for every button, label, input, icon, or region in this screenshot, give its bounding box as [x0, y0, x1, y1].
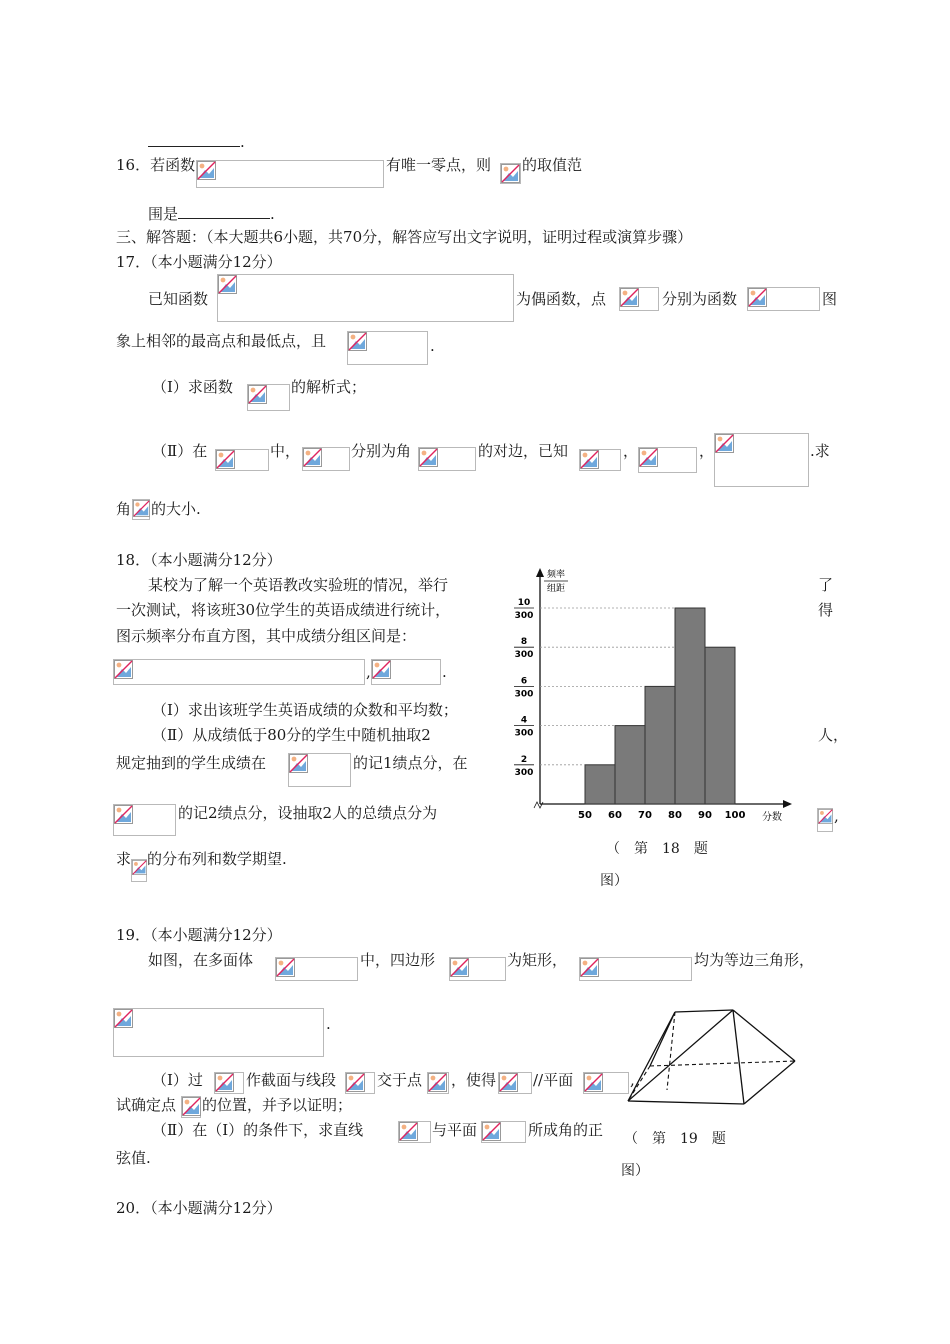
x-tick-label: 50: [578, 810, 592, 821]
edge-line: [628, 1101, 744, 1104]
q19-text-a: 如图，在多面体: [148, 951, 254, 969]
broken-image-icon: [580, 958, 599, 977]
formula-image: [288, 753, 351, 787]
q17-part2-a: （Ⅱ）在: [152, 442, 208, 460]
y-axis-arrow: [536, 568, 544, 577]
q18-part1: （Ⅰ）求出该班学生英语成绩的众数和平均数；: [152, 701, 458, 719]
q19-heading: 19．（本小题满分12分）: [116, 926, 282, 944]
y-tick-denominator: 300: [514, 728, 534, 739]
broken-image-icon: [428, 1073, 447, 1092]
broken-image-icon: [276, 958, 295, 977]
formula-image: [579, 449, 621, 471]
x-axis-label: 分数: [762, 812, 782, 823]
q18-part3-b: 的记1绩点分，在: [353, 754, 468, 772]
section-3-heading: 三、解答题：（本大题共6小题，共70分，解答应写出文字说明，证明过程或演算步骤）: [116, 228, 693, 246]
x-tick-label: 80: [668, 810, 682, 821]
y-tick-denominator: 300: [514, 650, 534, 661]
q17-text-d: 图: [822, 290, 838, 308]
q19-part1-f: ,: [630, 1071, 635, 1089]
formula-image: [481, 1121, 526, 1143]
broken-image-icon: [372, 660, 391, 679]
formula-image: [196, 160, 384, 188]
q17-text-e: 象上相邻的最高点和最低点，且: [116, 332, 327, 350]
q19-part3-a: （Ⅱ）在（Ⅰ）的条件下，求直线: [152, 1121, 364, 1139]
formula-image: [498, 1072, 532, 1094]
x-tick-label: 60: [608, 810, 622, 821]
formula-image: [418, 447, 476, 471]
q18-text-d2: .: [442, 663, 447, 681]
broken-image-icon: [450, 958, 469, 977]
formula-image: [817, 808, 833, 832]
q19-part2-b: 的位置，并予以证明；: [202, 1096, 353, 1114]
q19-part1-c: 交于点: [377, 1071, 423, 1089]
y-tick-numerator: 4: [520, 715, 528, 726]
broken-image-icon: [580, 450, 599, 469]
q17-part2-d: 的对边，已知: [478, 442, 569, 460]
broken-image-icon: [197, 161, 216, 180]
formula-image: [113, 1008, 324, 1057]
q18-text-d1: ,: [366, 663, 371, 681]
broken-image-icon: [216, 450, 235, 469]
formula-image: [215, 449, 269, 471]
formula-image: [579, 957, 692, 981]
y-tick-numerator: 6: [520, 676, 528, 687]
q16-text-c: 的取值范: [522, 156, 583, 174]
fig19-caption-line2: 图）: [621, 1163, 649, 1179]
q18-part2-a: （Ⅱ）从成绩低于80分的学生中随机抽取2: [152, 726, 431, 744]
formula-image: [638, 447, 697, 473]
y-tick-denominator: 300: [514, 767, 534, 778]
q19-part1-e: //平面: [533, 1071, 574, 1089]
broken-image-icon: [218, 275, 237, 294]
q18-text-b: 一次测试，将该班30位学生的英语成绩进行统计，: [116, 601, 451, 619]
histogram-bar: [675, 608, 705, 804]
q18-text-a: 某校为了解一个英语教改实验班的情况，举行: [148, 576, 449, 594]
q17-part2-e: ，: [623, 442, 639, 460]
broken-image-icon: [419, 448, 438, 467]
broken-image-icon: [248, 385, 267, 404]
histogram-bar: [705, 647, 735, 804]
q16-text-d: 围是 .: [148, 202, 275, 224]
broken-image-icon: [584, 1073, 603, 1092]
q17-part2-c: 分别为角: [351, 442, 412, 460]
q16-text-b: 有唯一零点，则: [386, 156, 492, 174]
q19-part2-a: 试确定点: [116, 1096, 177, 1114]
broken-image-icon: [620, 288, 639, 307]
broken-image-icon: [114, 1009, 133, 1028]
q17-part2-g: .求: [810, 442, 830, 460]
edge-line: [650, 1012, 675, 1066]
histogram-bar: [615, 726, 645, 804]
q18-part4-b: ,: [834, 807, 839, 825]
x-tick-label: 90: [698, 810, 712, 821]
fig18-caption-line2: 图）: [600, 873, 628, 889]
formula-image: [217, 274, 514, 322]
edge-line: [675, 1010, 733, 1012]
q19-part1-b: 作截面与线段: [246, 1071, 337, 1089]
formula-image: [500, 163, 521, 184]
frequency-histogram: [500, 560, 810, 830]
y-axis-label-bottom: 组距: [546, 584, 566, 594]
q17-part2-f: ，: [699, 442, 715, 460]
q18-part2-b: 人，: [818, 726, 849, 744]
broken-image-icon: [482, 1122, 501, 1141]
q18-part4-a: 的记2绩点分，设抽取2人的总绩点分为: [178, 804, 438, 822]
q19-part3-b: 与平面: [432, 1121, 478, 1139]
broken-image-icon: [114, 660, 133, 679]
q19-part3-c: 所成角的正: [528, 1121, 604, 1139]
broken-image-icon: [639, 448, 658, 467]
q18-text-c: 图示频率分布直方图，其中成绩分组区间是：: [116, 627, 417, 645]
q17-text-b: 为偶函数，点: [516, 290, 607, 308]
broken-image-icon: [289, 754, 308, 773]
histogram-bar: [585, 765, 615, 804]
q18-text-b2: 得: [818, 601, 834, 619]
y-tick-numerator: 10: [517, 598, 531, 608]
broken-image-icon: [499, 1073, 518, 1092]
broken-image-icon: [748, 288, 767, 307]
formula-image: [302, 447, 350, 471]
formula-image: [131, 859, 147, 882]
q19-text-c: 为矩形，: [507, 951, 568, 969]
fig19-caption-line1: （ 第 19 题: [624, 1131, 726, 1147]
q19-text-d: 均为等边三角形，: [694, 951, 815, 969]
formula-image: [132, 499, 150, 520]
formula-image: [449, 957, 506, 981]
x-tick-label: 100: [724, 810, 746, 821]
broken-image-icon: [818, 809, 833, 824]
formula-image: [427, 1072, 449, 1094]
broken-image-icon: [114, 805, 133, 824]
q19-text-b: 中，四边形: [360, 951, 436, 969]
q18-part5-a: 求: [116, 850, 132, 868]
axis-break-mark: [534, 802, 543, 808]
broken-image-icon: [501, 164, 520, 183]
x-axis-arrow: [783, 800, 792, 808]
broken-image-icon: [303, 448, 322, 467]
q17-part3-b: 的大小.: [151, 500, 201, 518]
formula-image: [113, 659, 365, 685]
broken-image-icon: [348, 332, 367, 351]
broken-image-icon: [133, 500, 150, 517]
formula-image: [347, 331, 428, 365]
q17-text-c: 分别为函数: [662, 290, 738, 308]
q19-part1-a: （Ⅰ）过: [152, 1071, 203, 1089]
q16-text-a: 16．若函数: [116, 156, 196, 174]
q17-part2-b: 中，: [270, 442, 301, 460]
broken-image-icon: [346, 1073, 365, 1092]
formula-image: [619, 287, 659, 311]
formula-image: [181, 1096, 201, 1118]
q20-heading: 20．（本小题满分12分）: [116, 1199, 282, 1217]
edge-line: [733, 1010, 744, 1104]
q19-text-e: .: [326, 1015, 331, 1033]
q18-text-a2: 了: [818, 576, 834, 594]
y-tick-denominator: 300: [514, 689, 534, 700]
q19-part4: 弦值.: [116, 1149, 151, 1167]
fig18-caption-line1: （ 第 18 题: [606, 841, 708, 857]
y-tick-numerator: 8: [520, 637, 528, 648]
formula-image: [247, 384, 290, 411]
q17-heading: 17．（本小题满分12分）: [116, 253, 282, 271]
edge-line: [744, 1061, 795, 1104]
formula-image: [345, 1072, 375, 1094]
broken-image-icon: [715, 434, 734, 453]
edge-line: [628, 1012, 675, 1101]
y-axis-label-top: 频率: [546, 570, 566, 580]
histogram-bar: [645, 686, 675, 804]
hidden-edge-line: [628, 1066, 650, 1101]
edge-line: [733, 1010, 795, 1061]
formula-image: [275, 957, 358, 981]
formula-image: [113, 804, 176, 836]
q18-part3-a: 规定抽到的学生成绩在: [116, 754, 267, 772]
broken-image-icon: [399, 1122, 418, 1141]
x-tick-label: 70: [638, 810, 652, 821]
polyhedron-figure: [620, 1008, 800, 1108]
broken-image-icon: [215, 1073, 234, 1092]
q17-text-a: 已知函数: [148, 290, 209, 308]
formula-image: [371, 659, 441, 685]
y-tick-numerator: 2: [520, 754, 528, 765]
q17-text-f: .: [430, 337, 435, 355]
formula-image: [714, 433, 809, 487]
q17-part1-a: （Ⅰ）求函数: [152, 378, 233, 396]
q18-part5-b: 的分布列和数学期望.: [147, 850, 287, 868]
q17-part1-b: 的解析式；: [291, 378, 367, 396]
broken-image-icon: [132, 860, 147, 875]
y-tick-denominator: 300: [514, 611, 534, 621]
formula-image: [747, 287, 820, 311]
formula-image: [214, 1072, 244, 1094]
period: .: [240, 133, 245, 151]
q17-part3-a: 角: [116, 500, 132, 518]
answer-blank-line: [148, 130, 245, 152]
formula-image: [398, 1121, 431, 1143]
q19-part1-d: ，使得: [451, 1071, 497, 1089]
edge-line: [628, 1010, 733, 1101]
broken-image-icon: [182, 1097, 201, 1116]
q18-heading: 18．（本小题满分12分）: [116, 551, 282, 569]
